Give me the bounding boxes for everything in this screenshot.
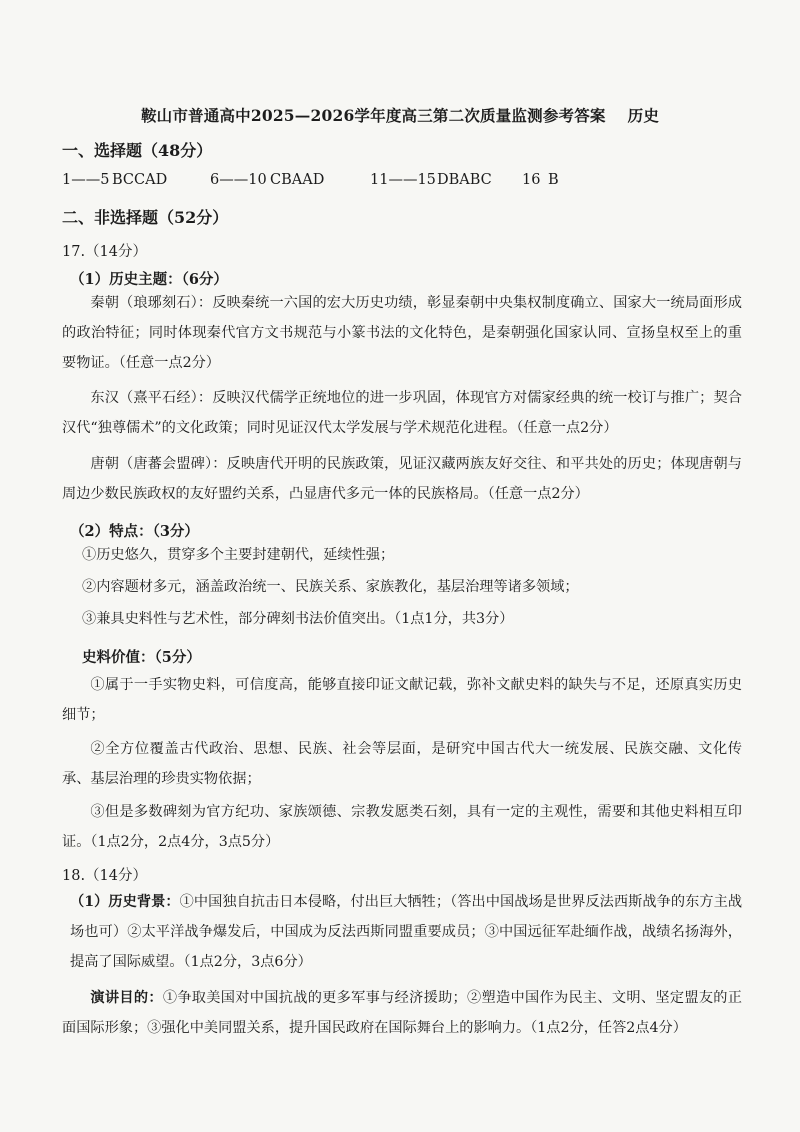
q17-qin-paragraph: 秦朝（琅琊刻石）：反映秦统一六国的宏大历史功绩，彰显秦朝中央集权制度确立、国家大一统局面形成的政治特征；同时体现秦代官方文书规范与小篆书法的文化特色，是秦朝强化国家认同、宣扬皇权至上的重要物证。（任意一点2分） (62, 295, 742, 371)
multiple-choice-answers (62, 172, 559, 188)
exam-title: 鞍山市普通高中2025—2026学年度高三第二次质量监测参考答案 (140, 106, 606, 125)
q17-value-3: ③但是多数碑刻为官方纪功、家族颂德、宗教发愿类石刻，具有一定的主观性，需要和其他史料相互印证。（1点2分，2点4分，3点5分） (62, 804, 742, 850)
question-17-number: 17.（14分） (62, 244, 148, 260)
q18-purpose-text: ①争取美国对中国抗战的更多军事与经济援助；②塑造中国作为民主、文明、坚定盟友的正面国际形象；③强化中美同盟关系，提升国民政府在国际舞台上的影响力。（1点2分，任答2点4分） (62, 990, 742, 1036)
q17-part2-heading: （2）特点：（3分） (70, 523, 199, 540)
answer-range: 11——15 (370, 172, 436, 188)
q18-background-label: （1）历史背景： (70, 894, 180, 910)
question-18-number: 18.（14分） (62, 868, 148, 884)
answer-letters: B (548, 172, 559, 188)
answer-letters: BCCAD (112, 172, 168, 188)
page-title (0, 104, 800, 126)
q18-purpose-label: 演讲目的： (90, 990, 163, 1006)
q17-feature-3: ③兼具史料性与艺术性，部分碑刻书法价值突出。（1点1分，共3分） (82, 611, 514, 627)
answer-letters: DBABC (437, 172, 492, 188)
section-multiple-choice-heading: 一、选择题（48分） (62, 141, 213, 160)
q17-feature-1: ①历史悠久，贯穿多个主要封建朝代，延续性强； (82, 547, 395, 563)
q17-part1-heading: （1）历史主题：（6分） (70, 271, 228, 288)
q17-value-2: ②全方位覆盖古代政治、思想、民族、社会等层面，是研究中国古代大一统发展、民族交融、文化传承、基层治理的珍贵实物依据； (62, 741, 742, 787)
q17-value-heading: 史料价值：（5分） (82, 649, 201, 666)
answer-letters: CBAAD (270, 172, 325, 188)
answer-range: 16 (522, 172, 541, 188)
q17-feature-2: ②内容题材多元，涵盖政治统一、民族关系、家族教化，基层治理等诸多领域； (82, 579, 579, 595)
q18-background-paragraph (70, 887, 742, 977)
q18-purpose-paragraph (62, 983, 742, 1043)
q17-value-1: ①属于一手实物史料，可信度高，能够直接印证文献记载，弥补文献史料的缺失与不足，还原真实历史细节； (62, 677, 742, 723)
answer-range: 1——5 (62, 172, 110, 188)
answer-range: 6——10 (210, 172, 267, 188)
section-open-questions-heading: 二、非选择题（52分） (62, 208, 229, 227)
subject-label: 历史 (627, 106, 660, 125)
q18-background-text: ①中国独自抗击日本侵略，付出巨大牺牲；（答出中国战场是世界反法西斯战争的东方主战场也可）②太平洋战争爆发后，中国成为反法西斯同盟重要成员；③中国远征军赴缅作战，战绩名扬海外，提高了国际威望。（1点2分，3点6分） (70, 894, 743, 970)
q17-tang-paragraph: 唐朝（唐蕃会盟碑）：反映唐代开明的民族政策，见证汉藏两族友好交往、和平共处的历史；体现唐朝与周边少数民族政权的友好盟约关系，凸显唐代多元一体的民族格局。（任意一点2分） (62, 456, 742, 502)
q17-han-paragraph: 东汉（熹平石经）：反映汉代儒学正统地位的进一步巩固，体现官方对儒家经典的统一校订与推广；契合汉代“独尊儒术”的文化政策；同时见证汉代太学发展与学术规范化进程。（任意一点2分） (62, 390, 742, 436)
